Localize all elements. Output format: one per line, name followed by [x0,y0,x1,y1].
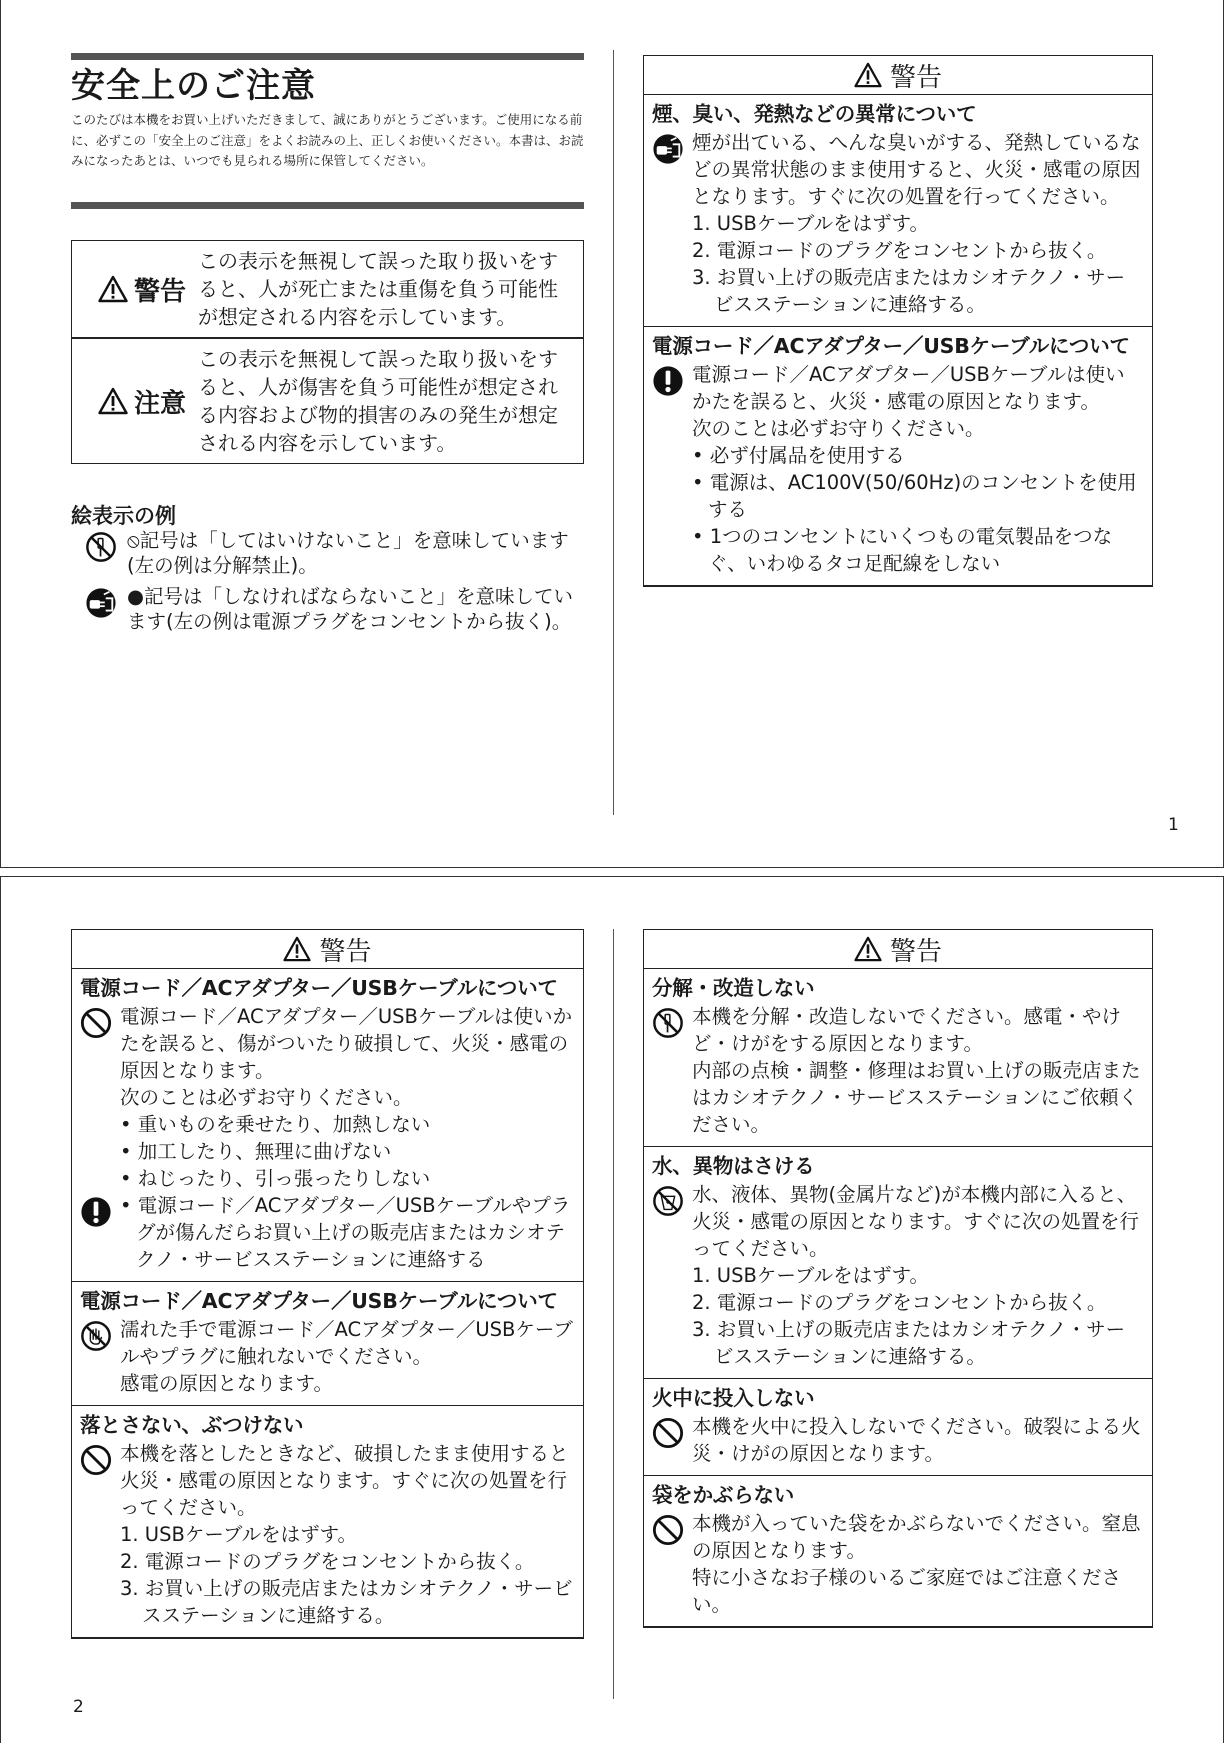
warning-triangle-icon [854,936,882,962]
section-text: 水、液体、異物(金属片など)が本機内部に入ると、火災・感電の原因となります。すぐに次の処置を行ってください。 [692,1183,1139,1260]
warning-box [71,929,584,1639]
warning-section [644,1475,1152,1626]
disassembly-prohibited-icon [652,1007,684,1039]
section-text: 本機を落としたときなど、破損したまま使用すると火災・感電の原因となります。すぐに次の処置を行ってください。 [120,1442,569,1519]
section-text: 濡れた手で電源コード／ACアダプター／USBケーブルやプラグに触れないでください。 [120,1318,573,1368]
section-heading: 煙、臭い、発熱などの異常について [652,102,977,126]
section-heading: 水、異物はさける [652,1154,815,1178]
definition-text: この表示を無視して誤った取り扱いをすると、人が死亡または重傷を負う可能性が想定される内容を示しています。 [198,249,558,329]
section-text: 本機が入っていた袋をかぶらないでください。窒息の原因となります。 [692,1512,1141,1562]
prohibited-icon [652,1417,684,1449]
bullet-item: • 必ず付属品を使用する [692,444,905,467]
section-text: 電源コード／ACアダプター／USBケーブルは使いかたを誤ると、火災・感電の原因となります。 [692,363,1125,413]
section-text: 特に小さなお子様のいるご家庭ではご注意ください。 [692,1566,1122,1616]
column-divider [613,50,614,815]
warning-section [644,1378,1152,1475]
unplug-icon [652,133,684,165]
definition-warning [72,241,583,337]
warning-header [644,56,1152,95]
mandatory-icon [80,1196,112,1228]
section-heading: 袋をかぶらない [652,1483,795,1507]
warning-triangle-icon [854,62,882,88]
definition-caution [72,339,583,463]
prohibited-icon [80,1007,112,1039]
examples-heading: 絵表示の例 [71,504,176,528]
bullet-item: • 重いものを乗せたり、加熱しない [120,1113,431,1136]
section-text: 感電の原因となります。 [120,1372,333,1395]
warning-section [644,326,1152,585]
step-item: 3. お買い上げの販売店またはカシオテクノ・サービスステーションに連絡する。 [692,266,1126,316]
step-item: 2. 電源コードのプラグをコンセントから抜く。 [692,1291,1107,1314]
step-item: 1. USBケーブルをはずす。 [692,212,930,235]
page-number: 1 [1168,815,1179,835]
intro-text: このたびは本機をお買い上げいただきまして、誠にありがとうございます。ご使用になる前に、必ずこの「安全上のご注意」をよくお読みの上、正しくお使いください。本書は、お読みになったあとは、いつでも見られる場所に保管してください。 [71,112,584,168]
section-text: 次のことは必ずお守りください。 [692,417,985,440]
example-item [85,584,585,634]
section-text: 煙が出ている、へんな臭いがする、発熱しているなどの異常状態のまま使用すると、火災・感電の原因となります。すぐに次の処置を行ってください。 [692,131,1141,208]
step-item: 1. USBケーブルをはずす。 [692,1264,930,1287]
section-heading: 火中に投入しない [652,1386,815,1410]
section-heading: 落とさない、ぶつけない [80,1413,304,1437]
title-bottom-rule [71,202,584,209]
section-heading: 分解・改造しない [652,976,815,1000]
prohibited-icon [652,1514,684,1546]
warning-section [644,95,1152,326]
no-wet-hands-icon [80,1320,112,1352]
signal-word-definitions [71,240,584,464]
example-item [85,528,585,578]
section-heading: 電源コード／ACアダプター／USBケーブルについて [80,1289,558,1313]
warning-triangle-icon [98,387,128,415]
warning-section [72,969,583,1281]
page-2 [0,876,1224,1743]
definition-text: この表示を無視して誤った取り扱いをすると、人が傷害を負う可能性が想定される内容および物的損害のみの発生が想定される内容を示しています。 [198,347,558,455]
disassembly-prohibited-icon [85,531,117,563]
column-divider [613,929,614,1699]
warning-header [644,930,1152,969]
section-text: 本機を火中に投入しないでください。破裂による火災・けがの原因となります。 [692,1415,1141,1465]
definition-label: 警告 [133,276,186,307]
step-item: 3. お買い上げの販売店またはカシオテクノ・サービスステーションに連絡する。 [692,1318,1126,1368]
section-text: 電源コード／ACアダプター／USBケーブルは使いかたを誤ると、傷がついたり破損して、火災・感電の原因となります。 [120,1005,573,1082]
section-text: 内部の点検・調整・修理はお買い上げの販売店またはカシオテクノ・サービスステーションにご依頼ください。 [692,1059,1141,1136]
bullet-item: • ねじったり、引っ張ったりしない [120,1167,431,1190]
warning-header [72,930,583,969]
step-item: 2. 電源コードのプラグをコンセントから抜く。 [120,1550,535,1573]
bullet-item: • 1つのコンセントにいくつもの電気製品をつなぐ、いわゆるタコ足配線をしない [692,525,1113,575]
warning-header-label: 警告 [889,62,942,93]
bullet-item: • 電源は、AC100V(50/60Hz)のコンセントを使用する [692,471,1137,521]
section-heading: 電源コード／ACアダプター／USBケーブルについて [80,976,558,1000]
page-1 [0,0,1224,868]
step-item: 3. お買い上げの販売店またはカシオテクノ・サービスステーションに連絡する。 [120,1577,573,1627]
section-text: 次のことは必ずお守りください。 [120,1086,413,1109]
section-heading: 電源コード／ACアダプター／USBケーブルについて [652,334,1130,358]
bullet-item: • 加工したり、無理に曲げない [120,1140,392,1163]
example-text: ●記号は「しなければならないこと」を意味しています(左の例は電源プラグをコンセントから抜く)。 [127,585,574,633]
bullet-item: • 電源コード／ACアダプター／USBケーブルやプラグが傷んだらお買い上げの販売店またはカシオテクノ・サービスステーションに連絡する [120,1194,571,1271]
warning-header-label: 警告 [319,936,372,967]
step-item: 2. 電源コードのプラグをコンセントから抜く。 [692,239,1107,262]
page-number: 2 [73,1697,84,1717]
warning-box [643,929,1153,1628]
warning-triangle-icon [98,275,128,303]
prohibited-icon [80,1444,112,1476]
warning-triangle-icon [283,936,311,962]
unplug-icon [85,587,117,619]
example-text: ⦸記号は「してはいけないこと」を意味しています(左の例は分解禁止)。 [127,529,569,577]
warning-section [72,1405,583,1637]
mandatory-icon [652,365,684,397]
page-title: 安全上のご注意 [71,66,316,106]
section-text: 本機を分解・改造しないでください。感電・やけど・けがをする原因となります。 [692,1005,1122,1055]
warning-header-label: 警告 [889,936,942,967]
no-water-icon [652,1185,684,1217]
warning-section [644,1146,1152,1378]
definition-label: 注意 [133,388,186,419]
warning-section [72,1281,583,1405]
warning-section [644,969,1152,1146]
step-item: 1. USBケーブルをはずす。 [120,1523,358,1546]
warning-box [643,55,1153,587]
